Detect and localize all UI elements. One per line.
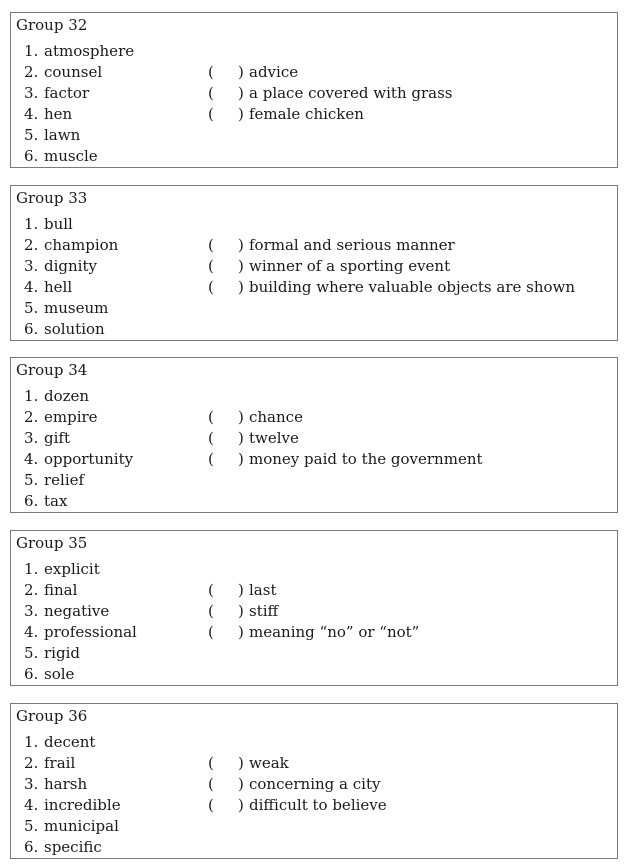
list-item (11, 298, 617, 319)
item-number: 6. (24, 320, 39, 338)
item-word: dignity (44, 257, 97, 275)
item-word: museum (44, 299, 109, 317)
item-definition: formal and serious manner (249, 236, 455, 254)
item-number: 2. (24, 408, 39, 426)
answer-blank-close[interactable]: ) (238, 602, 244, 620)
item-definition: female chicken (249, 105, 364, 123)
answer-blank-close[interactable]: ) (238, 450, 244, 468)
item-number: 1. (24, 387, 39, 405)
answer-blank-open[interactable]: ( (208, 450, 214, 468)
item-number: 1. (24, 42, 39, 60)
group-box-32 (10, 12, 618, 168)
item-definition: advice (249, 63, 299, 81)
group-box-36 (10, 703, 618, 859)
item-word: hell (44, 278, 73, 296)
item-number: 4. (24, 796, 39, 814)
item-definition: stiff (249, 602, 279, 620)
item-number: 4. (24, 105, 39, 123)
item-number: 6. (24, 492, 39, 510)
list-item (11, 41, 617, 62)
answer-blank-close[interactable]: ) (238, 581, 244, 599)
answer-blank-open[interactable]: ( (208, 623, 214, 641)
list-item (11, 491, 617, 512)
list-item (11, 601, 617, 622)
item-word: frail (44, 754, 76, 772)
item-definition: chance (249, 408, 303, 426)
item-word: relief (44, 471, 85, 489)
item-word: professional (44, 623, 137, 641)
item-word: municipal (44, 817, 119, 835)
item-number: 3. (24, 257, 39, 275)
item-number: 2. (24, 236, 39, 254)
list-item (11, 256, 617, 277)
answer-blank-open[interactable]: ( (208, 236, 214, 254)
answer-blank-open[interactable]: ( (208, 278, 214, 296)
group-title: Group 32 (16, 16, 88, 34)
answer-blank-close[interactable]: ) (238, 84, 244, 102)
item-number: 4. (24, 278, 39, 296)
item-number: 1. (24, 215, 39, 233)
answer-blank-open[interactable]: ( (208, 602, 214, 620)
list-item (11, 622, 617, 643)
item-definition: a place covered with grass (249, 84, 453, 102)
item-number: 5. (24, 644, 39, 662)
item-definition: winner of a sporting event (249, 257, 451, 275)
item-word: final (44, 581, 78, 599)
list-item (11, 559, 617, 580)
list-item (11, 62, 617, 83)
answer-blank-close[interactable]: ) (238, 796, 244, 814)
list-item (11, 816, 617, 837)
item-number: 5. (24, 471, 39, 489)
list-item (11, 104, 617, 125)
list-item (11, 795, 617, 816)
item-number: 4. (24, 623, 39, 641)
item-word: negative (44, 602, 110, 620)
item-number: 4. (24, 450, 39, 468)
item-number: 2. (24, 63, 39, 81)
item-number: 3. (24, 429, 39, 447)
answer-blank-close[interactable]: ) (238, 278, 244, 296)
item-word: factor (44, 84, 90, 102)
item-word: tax (44, 492, 68, 510)
list-item (11, 753, 617, 774)
answer-blank-open[interactable]: ( (208, 257, 214, 275)
item-word: sole (44, 665, 75, 683)
item-number: 2. (24, 581, 39, 599)
list-item (11, 428, 617, 449)
list-item (11, 146, 617, 167)
answer-blank-open[interactable]: ( (208, 429, 214, 447)
answer-blank-open[interactable]: ( (208, 84, 214, 102)
item-number: 1. (24, 560, 39, 578)
list-item (11, 664, 617, 685)
item-number: 5. (24, 126, 39, 144)
item-number: 1. (24, 733, 39, 751)
list-item (11, 580, 617, 601)
item-word: opportunity (44, 450, 134, 468)
answer-blank-close[interactable]: ) (238, 623, 244, 641)
item-word: gift (44, 429, 70, 447)
list-item (11, 732, 617, 753)
item-word: rigid (44, 644, 80, 662)
item-word: specific (44, 838, 102, 856)
answer-blank-close[interactable]: ) (238, 257, 244, 275)
answer-blank-close[interactable]: ) (238, 105, 244, 123)
item-definition: concerning a city (249, 775, 381, 793)
item-definition: difficult to believe (249, 796, 387, 814)
group-box-35 (10, 530, 618, 686)
list-item (11, 837, 617, 858)
group-title: Group 35 (16, 534, 88, 552)
item-word: lawn (44, 126, 81, 144)
item-word: incredible (44, 796, 121, 814)
list-item (11, 470, 617, 491)
item-definition: building where valuable objects are shown (249, 278, 576, 296)
item-definition: weak (249, 754, 289, 772)
answer-blank-close[interactable]: ) (238, 408, 244, 426)
item-word: champion (44, 236, 119, 254)
answer-blank-open[interactable]: ( (208, 105, 214, 123)
item-word: dozen (44, 387, 90, 405)
item-word: solution (44, 320, 105, 338)
answer-blank-close[interactable]: ) (238, 775, 244, 793)
item-number: 3. (24, 84, 39, 102)
item-number: 6. (24, 147, 39, 165)
item-number: 3. (24, 602, 39, 620)
list-item (11, 319, 617, 340)
item-word: counsel (44, 63, 103, 81)
group-box-34 (10, 357, 618, 513)
list-item (11, 214, 617, 235)
item-word: decent (44, 733, 96, 751)
answer-blank-open[interactable]: ( (208, 775, 214, 793)
item-word: atmosphere (44, 42, 135, 60)
list-item (11, 277, 617, 298)
item-definition: last (249, 581, 277, 599)
item-word: harsh (44, 775, 88, 793)
list-item (11, 407, 617, 428)
list-item (11, 83, 617, 104)
list-item (11, 449, 617, 470)
answer-blank-close[interactable]: ) (238, 429, 244, 447)
answer-blank-open[interactable]: ( (208, 408, 214, 426)
group-title: Group 33 (16, 189, 88, 207)
item-number: 5. (24, 817, 39, 835)
answer-blank-open[interactable]: ( (208, 581, 214, 599)
item-number: 2. (24, 754, 39, 772)
answer-blank-open[interactable]: ( (208, 63, 214, 81)
group-title: Group 34 (16, 361, 88, 379)
item-number: 3. (24, 775, 39, 793)
item-number: 6. (24, 838, 39, 856)
item-word: muscle (44, 147, 98, 165)
item-word: empire (44, 408, 98, 426)
item-word: bull (44, 215, 73, 233)
answer-blank-close[interactable]: ) (238, 63, 244, 81)
item-number: 5. (24, 299, 39, 317)
list-item (11, 774, 617, 795)
item-number: 6. (24, 665, 39, 683)
list-item (11, 235, 617, 256)
item-definition: twelve (249, 429, 299, 447)
list-item (11, 643, 617, 664)
answer-blank-open[interactable]: ( (208, 796, 214, 814)
list-item (11, 386, 617, 407)
item-word: explicit (44, 560, 100, 578)
answer-blank-close[interactable]: ) (238, 754, 244, 772)
answer-blank-close[interactable]: ) (238, 236, 244, 254)
list-item (11, 125, 617, 146)
item-definition: money paid to the government (249, 450, 483, 468)
answer-blank-open[interactable]: ( (208, 754, 214, 772)
group-box-33 (10, 185, 618, 341)
group-title: Group 36 (16, 707, 88, 725)
item-definition: meaning “no” or “not” (249, 623, 420, 641)
item-word: hen (44, 105, 73, 123)
